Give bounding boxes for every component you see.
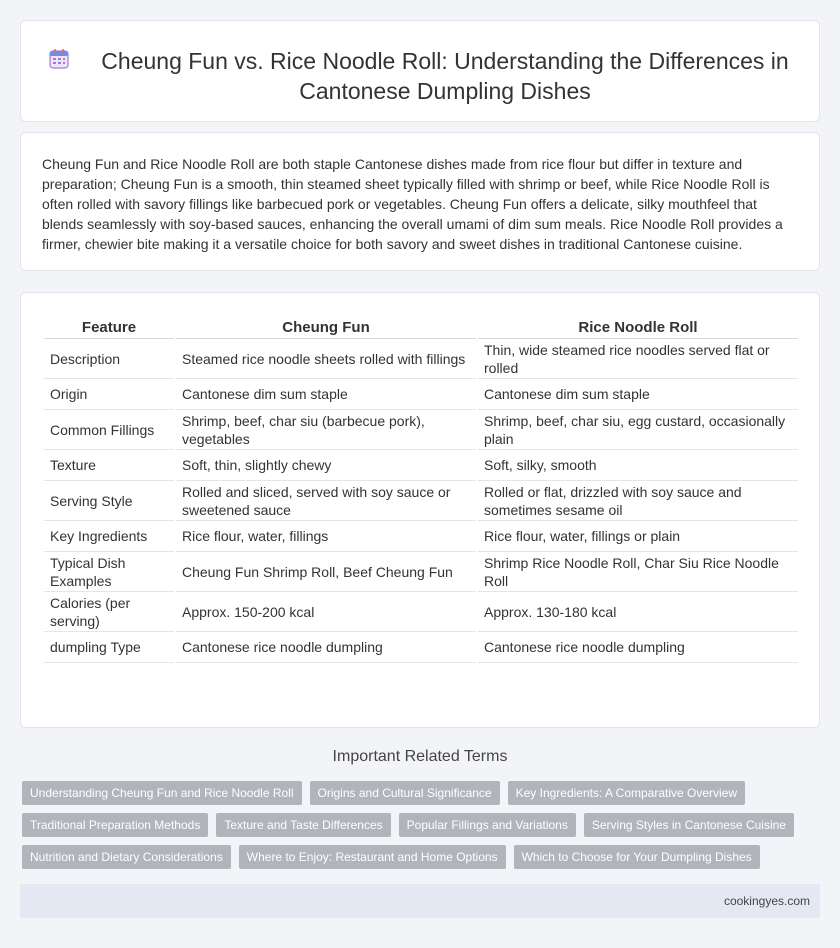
table-row [44,592,798,632]
related-term-tag[interactable]: Key Ingredients: A Comparative Overview [508,781,745,805]
table-cell-cheung-fun: Steamed rice noodle sheets rolled with fillings [176,339,476,379]
table-cell-rice-noodle-roll: Shrimp Rice Noodle Roll, Char Siu Rice Noodle Roll [478,552,798,592]
table-cell-rice-noodle-roll: Cantonese rice noodle dumpling [478,632,798,663]
table-cell-feature: Key Ingredients [44,521,174,552]
header-card [20,20,820,122]
table-cell-rice-noodle-roll: Cantonese dim sum staple [478,379,798,410]
table-cell-rice-noodle-roll: Soft, silky, smooth [478,450,798,481]
intro-paragraph: Cheung Fun and Rice Noodle Roll are both staple Cantonese dishes made from rice flour but differ in texture and preparation; Cheung Fun is a smooth, thin steamed sheet typically filled with shrimp or beef, while Rice Noodle Roll is often rolled with savory fillings like barbecued pork or vegetables. Cheung Fun offers a delicate, silky mouthfeel that blends seamlessly with soy-based sauces, enhancing the overall umami of dim sum meals. Rice Noodle Roll provides a firmer, chewier bite making it a versatile choice for both savory and sweet dishes in traditional Cantonese cuisine. [42,156,783,252]
intro-card [20,132,820,271]
table-cell-rice-noodle-roll: Thin, wide steamed rice noodles served flat or rolled [478,339,798,379]
related-term-tag[interactable]: Origins and Cultural Significance [310,781,500,805]
table-cell-rice-noodle-roll: Approx. 130-180 kcal [478,592,798,632]
table-cell-rice-noodle-roll: Rolled or flat, drizzled with soy sauce and sometimes sesame oil [478,481,798,521]
related-term-tag[interactable]: Understanding Cheung Fun and Rice Noodle Roll [22,781,302,805]
table-cell-cheung-fun: Rolled and sliced, served with soy sauce or sweetened sauce [176,481,476,521]
table-row [44,379,798,410]
comparison-table [42,313,800,663]
comparison-table-card [20,292,820,728]
table-row [44,339,798,379]
table-header-rice-noodle-roll: Rice Noodle Roll [478,313,798,339]
table-cell-feature: Typical Dish Examples [44,552,174,592]
table-row [44,552,798,592]
table-cell-feature: dumpling Type [44,632,174,663]
table-cell-rice-noodle-roll: Shrimp, beef, char siu, egg custard, occasionally plain [478,410,798,450]
related-term-tag[interactable]: Serving Styles in Cantonese Cuisine [584,813,794,837]
footer-site-link[interactable]: cookingyes.com [723,894,810,908]
related-term-tag[interactable]: Texture and Taste Differences [216,813,390,837]
table-cell-feature: Origin [44,379,174,410]
table-cell-cheung-fun: Approx. 150-200 kcal [176,592,476,632]
footer [20,884,820,918]
table-cell-feature: Description [44,339,174,379]
table-row [44,410,798,450]
related-term-tag[interactable]: Where to Enjoy: Restaurant and Home Options [239,845,506,869]
related-term-tag[interactable]: Which to Choose for Your Dumpling Dishes [514,845,760,869]
table-header-cheung-fun: Cheung Fun [176,313,476,339]
table-cell-cheung-fun: Cantonese rice noodle dumpling [176,632,476,663]
related-term-tag[interactable]: Popular Fillings and Variations [399,813,576,837]
related-term-tag[interactable]: Nutrition and Dietary Considerations [22,845,231,869]
table-row [44,521,798,552]
related-terms-title: Important Related Terms [332,748,508,765]
table-cell-cheung-fun: Cantonese dim sum staple [176,379,476,410]
related-terms-tags [22,781,812,877]
table-cell-feature: Calories (per serving) [44,592,174,632]
table-row [44,450,798,481]
table-row [44,632,798,663]
table-header-feature: Feature [44,313,174,339]
table-cell-feature: Serving Style [44,481,174,521]
table-cell-feature: Common Fillings [44,410,174,450]
table-row [44,481,798,521]
table-cell-cheung-fun: Rice flour, water, fillings [176,521,476,552]
table-cell-rice-noodle-roll: Rice flour, water, fillings or plain [478,521,798,552]
table-cell-cheung-fun: Shrimp, beef, char siu (barbecue pork), vegetables [176,410,476,450]
related-term-tag[interactable]: Traditional Preparation Methods [22,813,208,837]
page-title: Cheung Fun vs. Rice Noodle Roll: Understanding the Differences in Cantonese Dumpling Dishes [101,48,789,104]
table-cell-cheung-fun: Soft, thin, slightly chewy [176,450,476,481]
table-cell-cheung-fun: Cheung Fun Shrimp Roll, Beef Cheung Fun [176,552,476,592]
table-cell-feature: Texture [44,450,174,481]
